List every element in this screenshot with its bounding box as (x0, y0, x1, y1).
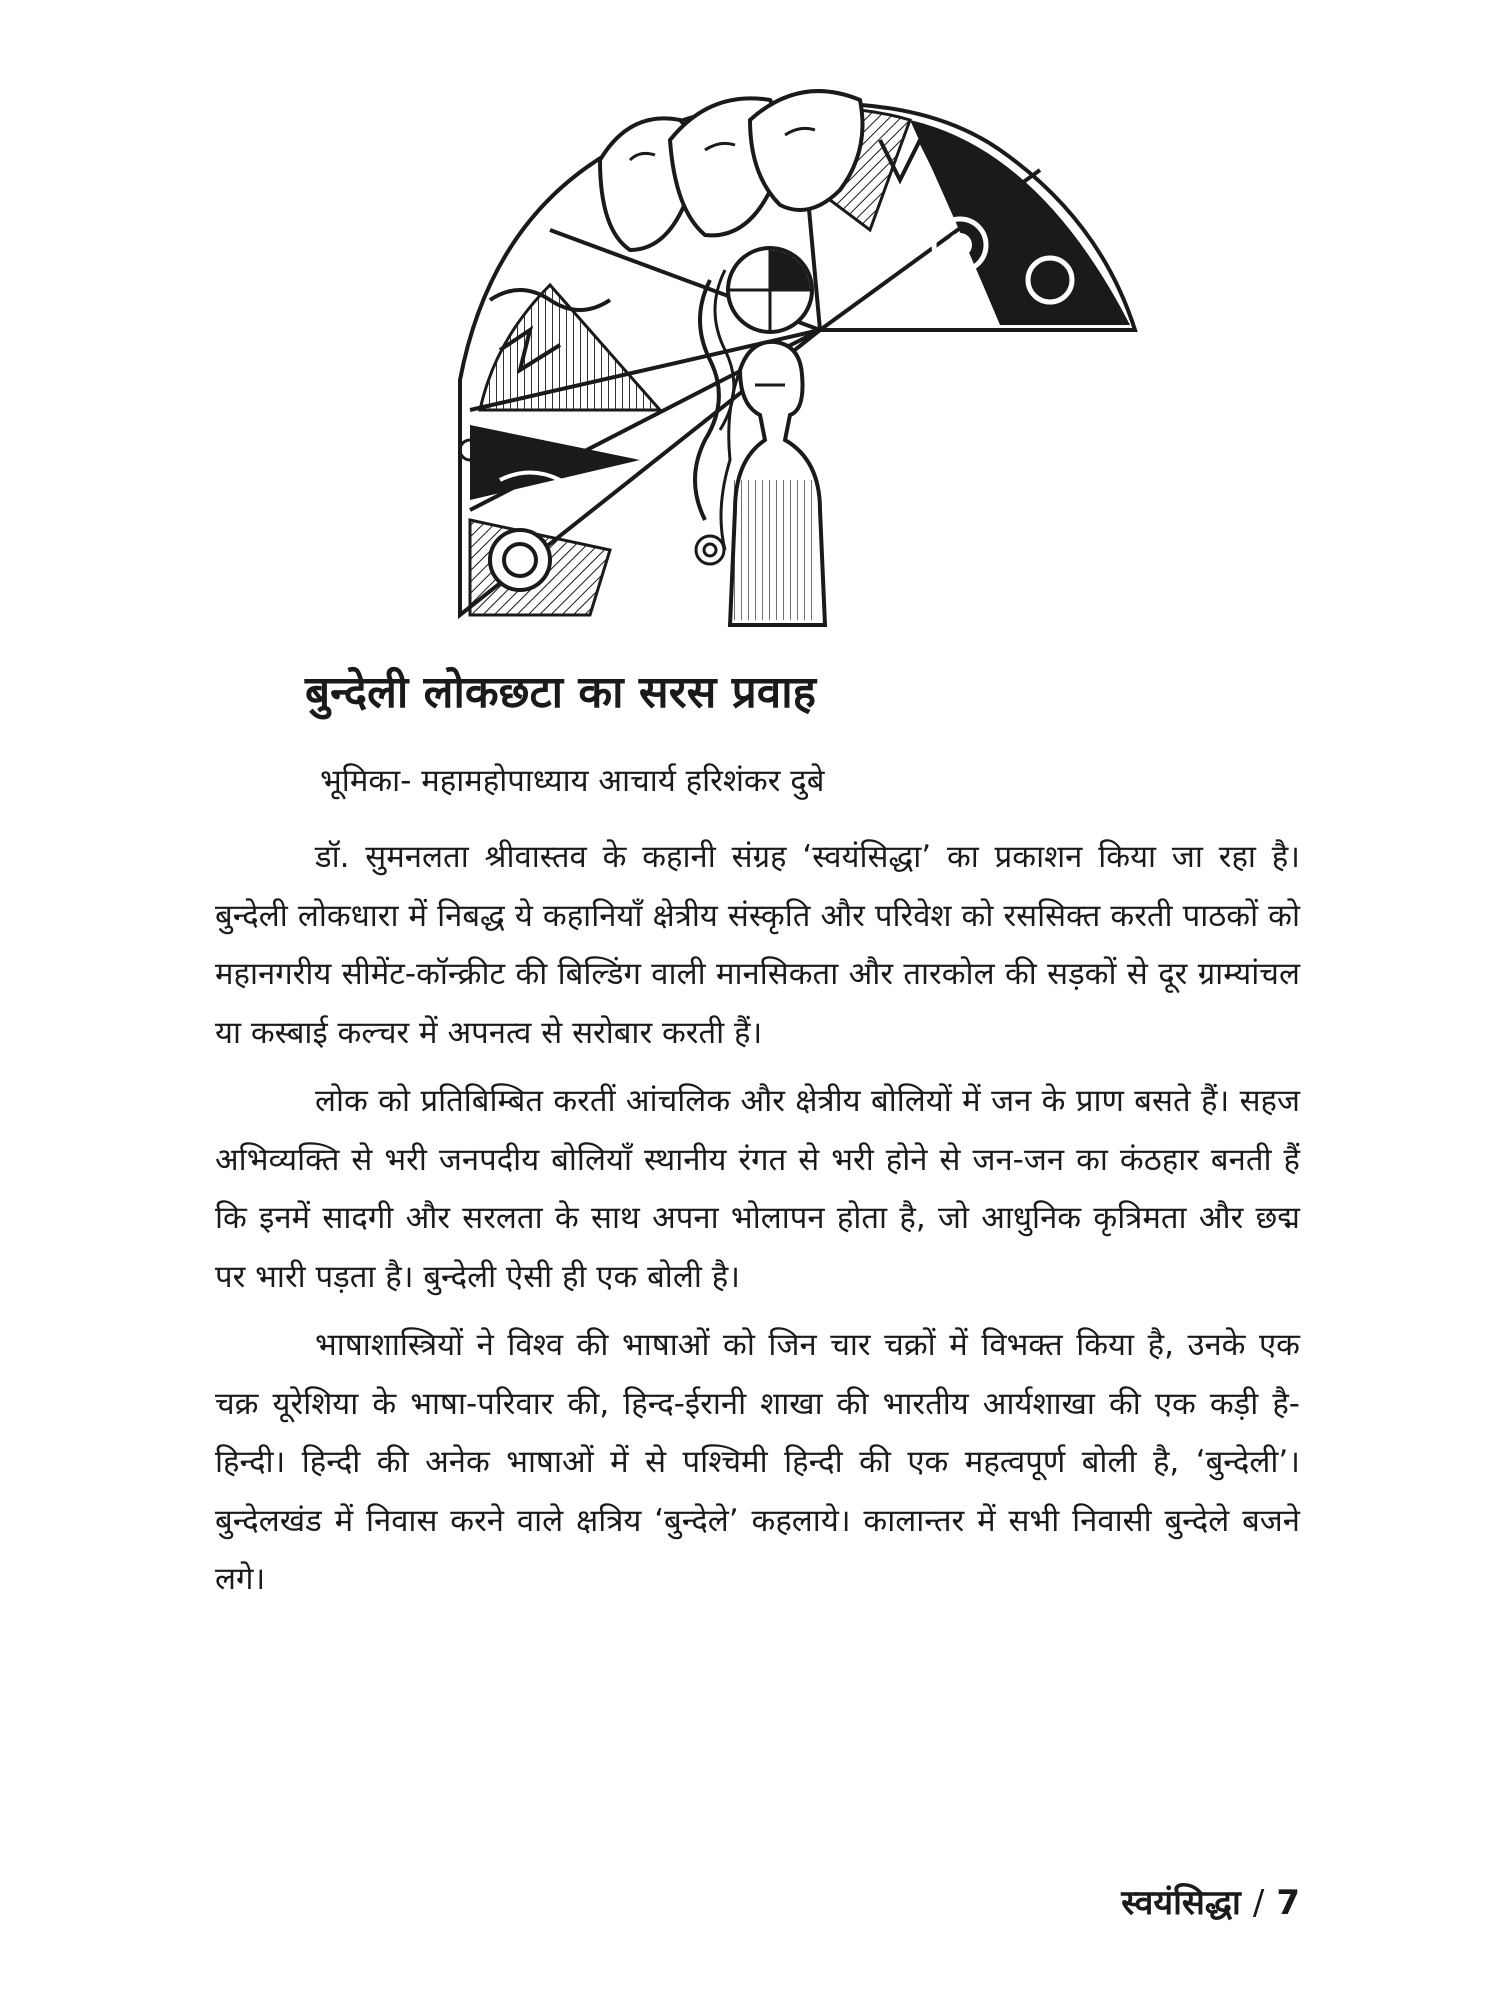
folk-art-illustration (440, 80, 1140, 630)
footer-separator: / (1252, 1883, 1265, 1923)
page-title: बुन्देली लोकछटा का सरस प्रवाह (305, 667, 816, 718)
footer-book-title: स्वयंसिद्धा (1121, 1883, 1241, 1923)
page-number: 7 (1276, 1883, 1300, 1923)
article-body (215, 828, 1300, 1619)
paragraph: लोक को प्रतिबिम्बित करतीं आंचलिक और क्षेत्रीय बोलियों में जन के प्राण बसते हैं। सहज अभिव्यक्ति से भरी जनपदीय बोलियाँ स्थानीय रंगत से भरी होने से जन-जन का कंठहार बनती हैं कि इनमें सादगी और सरलता के साथ अपना भोलापन होता है, जो आधुनिक कृत्रिमता और छद्म पर भारी पड़ता है। बुन्देली ऐसी ही एक बोली है। (215, 1083, 1300, 1295)
paragraph: डॉ. सुमनलता श्रीवास्तव के कहानी संग्रह ‘स्वयंसिद्धा’ का प्रकाशन किया जा रहा है। बुन्देली लोकधारा में निबद्ध ये कहानियाँ क्षेत्रीय संस्कृति और परिवेश को रससिक्त करती पाठकों को महानगरीय सीमेंट-कॉन्क्रीट की बिल्डिंग वाली मानसिकता और तारकोल की सड़कों से दूर ग्राम्यांचल या कस्बाई कल्चर में अपनत्व से सरोबार करती हैं। (215, 839, 1300, 1051)
page-footer (1000, 1878, 1300, 1928)
byline: भूमिका- महामहोपाध्याय आचार्य हरिशंकर दुबे (320, 763, 825, 799)
paragraph: भाषाशास्त्रियों ने विश्व की भाषाओं को जिन चार चक्रों में विभक्त किया है, उनके एक चक्र यूरेशिया के भाषा-परिवार की, हिन्द-ईरानी शाखा की भारतीय आर्यशाखा की एक कड़ी है- हिन्दी। हिन्दी की अनेक भाषाओं में से पश्चिमी हिन्दी की एक महत्वपूर्ण बोली है, ‘बुन्देली’। बुन्देलखंड में निवास करने वाले क्षत्रिय ‘बुन्देले’ कहलाये। कालान्तर में सभी निवासी बुन्देले बजने लगे। (215, 1327, 1300, 1597)
